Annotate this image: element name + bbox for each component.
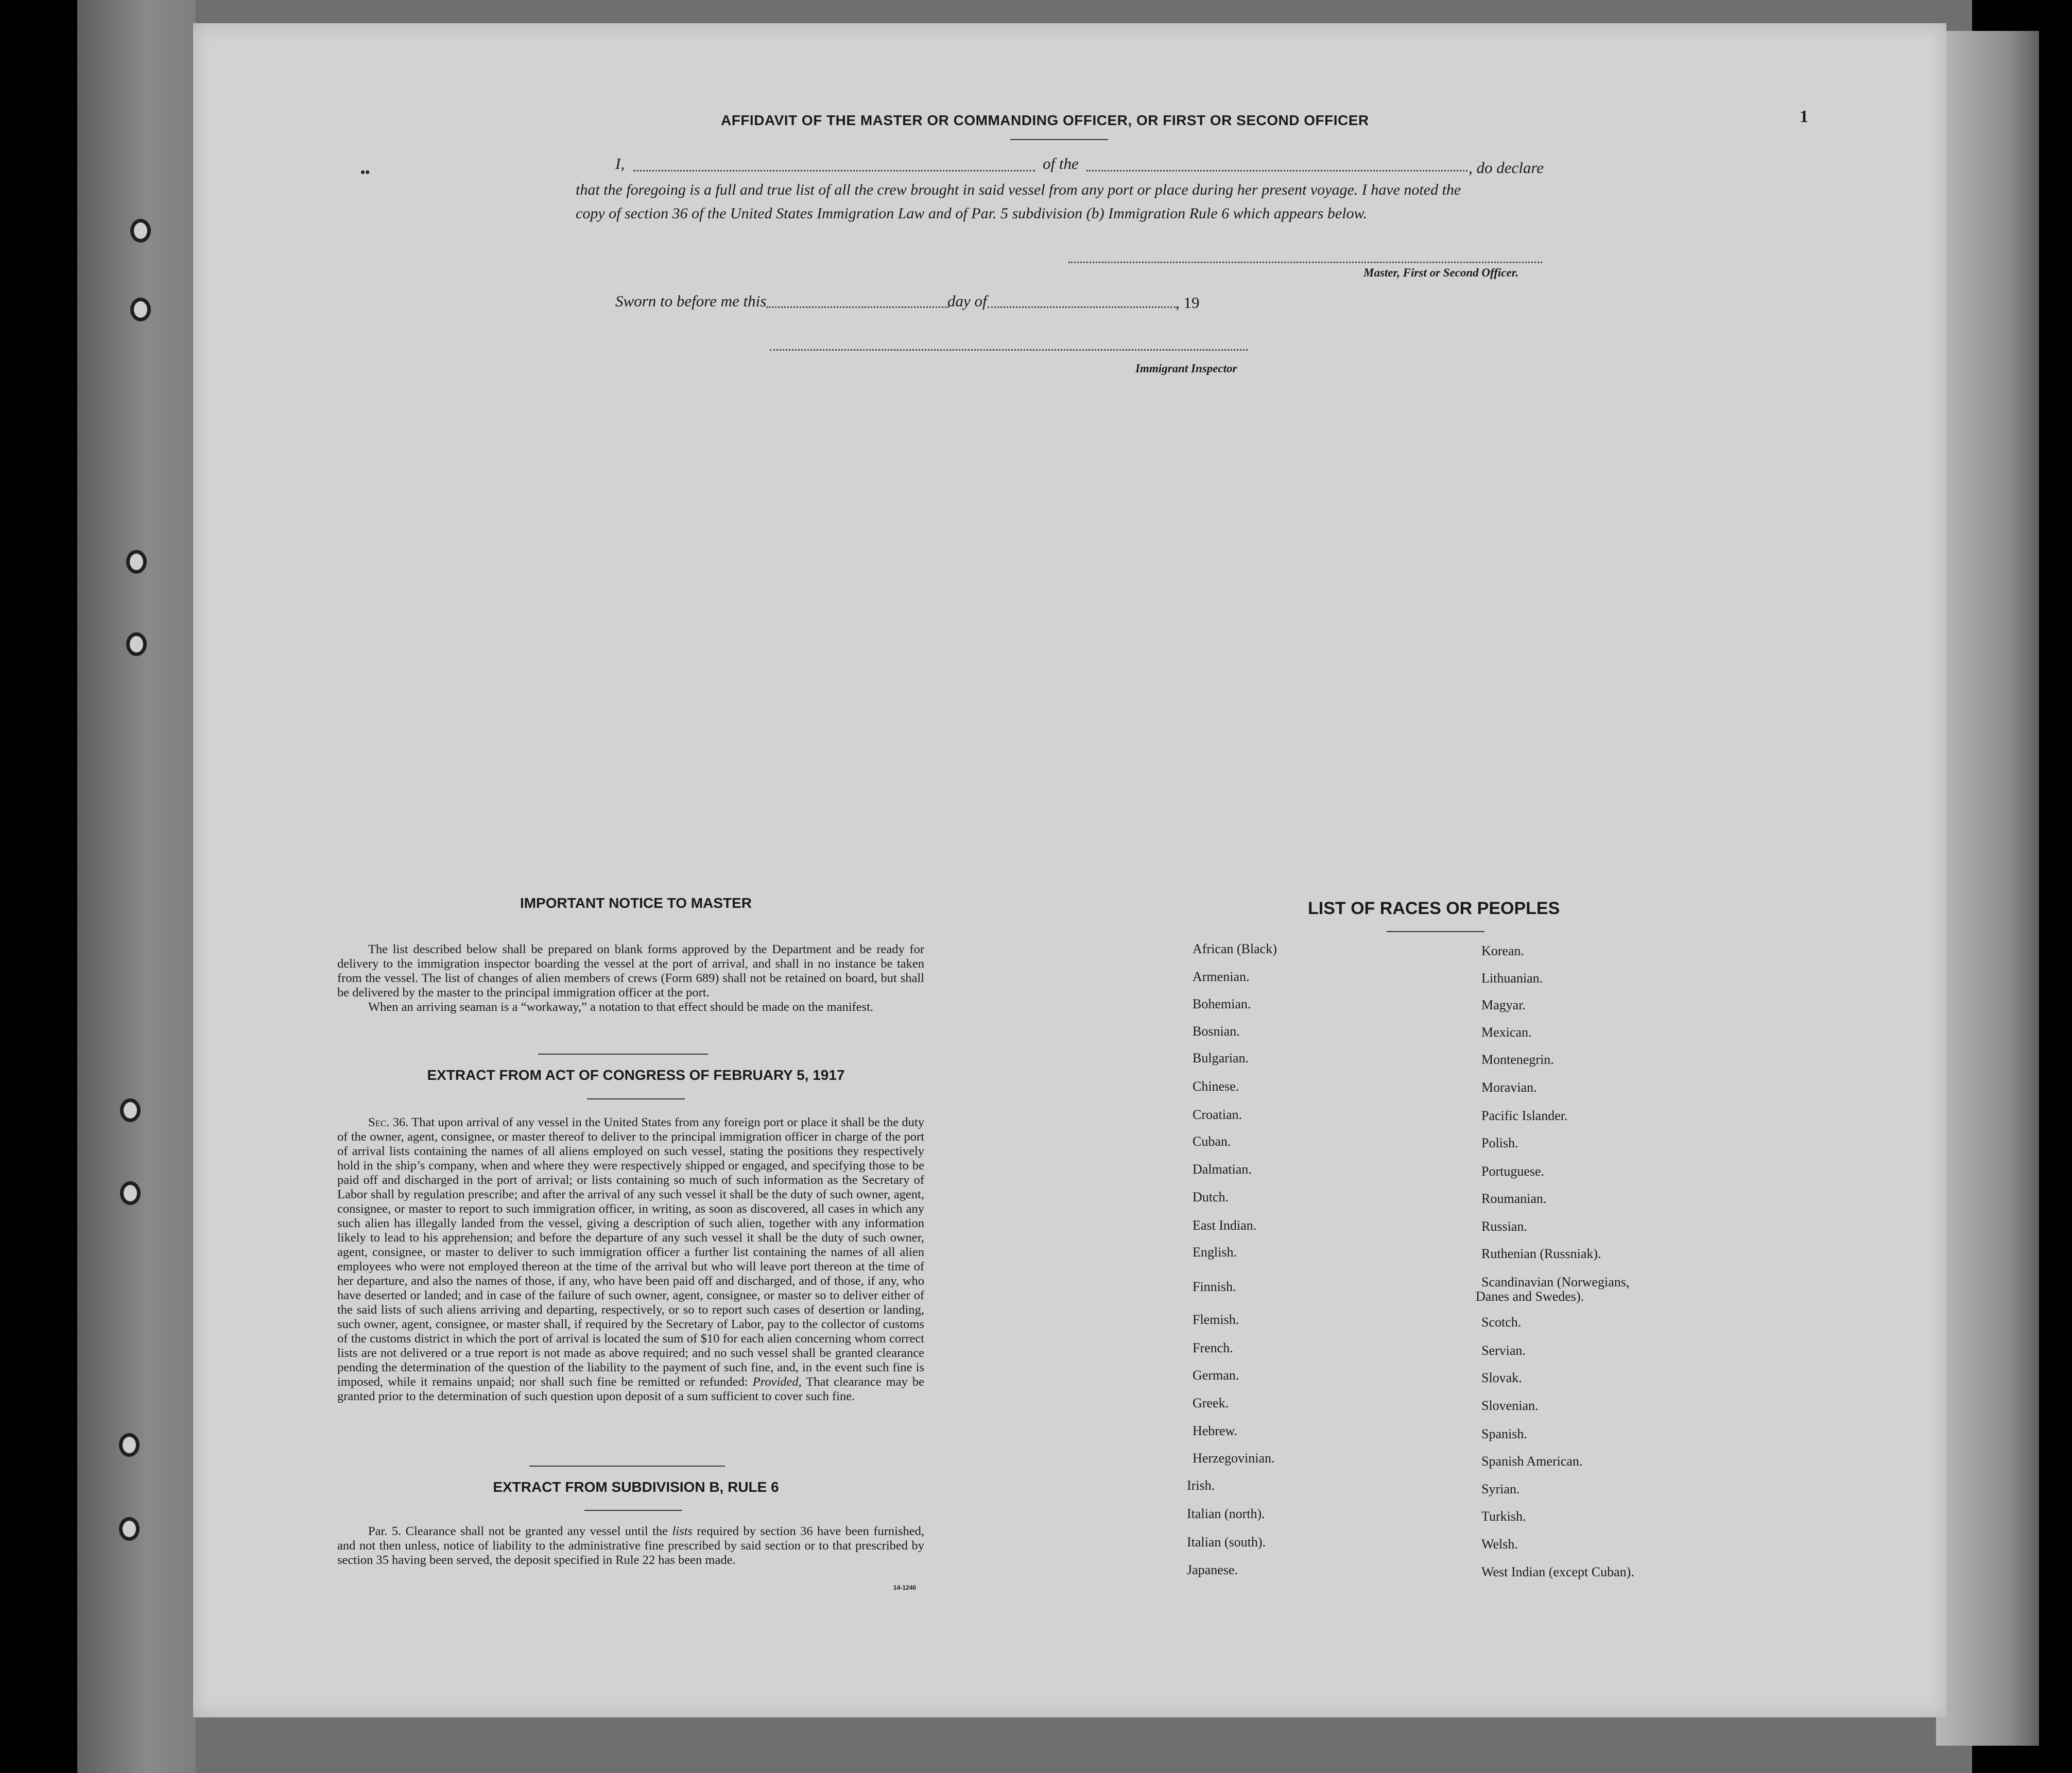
race-item: Turkish.	[1481, 1509, 1526, 1524]
race-item: German.	[1193, 1368, 1239, 1383]
race-item: Bosnian.	[1193, 1024, 1240, 1039]
act-provided: Provided,	[752, 1375, 802, 1389]
race-item: French.	[1193, 1340, 1233, 1355]
affidavit-declare-label: , do declare	[1469, 159, 1544, 177]
race-item: Greek.	[1193, 1396, 1229, 1410]
race-item: Italian (north).	[1187, 1506, 1265, 1521]
affidavit-of-the-label: of the	[1043, 154, 1079, 173]
master-signature-label: Master, First or Second Officer.	[1363, 266, 1519, 279]
race-item: African (Black)	[1193, 941, 1277, 956]
notice-paragraph: The list described below shall be prepared on blank forms approved by the Department and be ready for delivery to the immigration inspector boarding the vessel at the port of arrival, and shall in no instance be taken from the vessel. The list of changes of alien members of crews (Form 689) shall not be retained on board, but shall be delivered by the master to the principal immigration officer at the port.	[337, 942, 924, 1000]
race-item: Korean.	[1481, 943, 1525, 958]
binder-hole-icon	[119, 1433, 140, 1457]
inspector-signature-label: Immigrant Inspector	[1135, 362, 1237, 375]
race-item: Cuban.	[1193, 1134, 1231, 1149]
race-item-continuation: Danes and Swedes).	[1476, 1289, 1584, 1304]
race-item: West Indian (except Cuban).	[1481, 1564, 1634, 1579]
rule6-lists-word: lists	[672, 1524, 693, 1538]
title-rule	[1010, 139, 1108, 140]
form-number: 14-1240	[893, 1584, 917, 1591]
race-item: Mexican.	[1481, 1025, 1532, 1040]
race-item: Slovenian.	[1481, 1398, 1539, 1413]
race-item: Hebrew.	[1193, 1423, 1238, 1438]
master-signature-line	[1068, 262, 1542, 263]
binder-hole-icon	[120, 1181, 141, 1205]
affidavit-line-2: that the foregoing is a full and true list of all the crew brought in said vessel from any port or place during her present voyage. I have noted the	[576, 181, 1461, 198]
race-item: Polish.	[1481, 1135, 1518, 1150]
section-rule	[587, 1098, 685, 1099]
race-item: Ruthenian (Russniak).	[1481, 1246, 1601, 1261]
race-item: Scotch.	[1481, 1315, 1522, 1330]
page-mark: 1	[1800, 107, 1808, 126]
sworn-month-blank-line	[988, 306, 1176, 308]
race-item: Spanish.	[1481, 1426, 1527, 1441]
name-blank-line	[633, 170, 1035, 171]
affidavit-title: AFFIDAVIT OF THE MASTER OR COMMANDING OFFICER, OR FIRST OR SECOND OFFICER	[721, 112, 1369, 128]
race-item: Lithuanian.	[1481, 971, 1543, 986]
rule6-title: EXTRACT FROM SUBDIVISION B, RULE 6	[493, 1479, 779, 1495]
races-title-rule	[1387, 931, 1484, 932]
race-item: Montenegrin.	[1481, 1052, 1554, 1067]
race-item: Portuguese.	[1481, 1164, 1545, 1179]
margin-mark: ••	[360, 165, 370, 180]
race-item: English.	[1193, 1245, 1237, 1260]
race-item: Roumanian.	[1481, 1191, 1547, 1206]
section-rule	[538, 1054, 708, 1055]
race-item: Irish.	[1187, 1478, 1215, 1493]
race-item: Armenian.	[1193, 969, 1250, 984]
affidavit-line-3: copy of section 36 of the United States Immigration Law and of Par. 5 subdivision (b) Immigration Rule 6 which appears below.	[576, 205, 1367, 222]
rule6-body	[337, 1524, 924, 1568]
section-rule	[529, 1466, 725, 1467]
act-title: EXTRACT FROM ACT OF CONGRESS OF FEBRUARY 5, 1917	[427, 1067, 845, 1083]
notice-paragraph: When an arriving seaman is a “workaway,” a notation to that effect should be made on the manifest.	[368, 1000, 874, 1014]
race-item: Servian.	[1481, 1343, 1526, 1358]
race-item: Chinese.	[1193, 1079, 1239, 1094]
race-item: Finnish.	[1193, 1279, 1236, 1294]
race-item: Flemish.	[1193, 1312, 1239, 1327]
race-item: Herzegovinian.	[1193, 1451, 1275, 1466]
act-section-text-end: That clearance may be granted prior to the determination of such question upon deposit of a sum sufficient to cover such fine.	[337, 1375, 924, 1403]
race-item: Bohemian.	[1193, 996, 1251, 1011]
year-label: , 19	[1176, 294, 1200, 312]
race-item: Slovak.	[1481, 1370, 1522, 1385]
binder-left-strip	[77, 0, 196, 1773]
affidavit-i-label: I,	[615, 154, 625, 173]
race-item: Pacific Islander.	[1481, 1108, 1568, 1123]
binder-hole-icon	[120, 1098, 141, 1122]
race-item: Spanish American.	[1481, 1454, 1583, 1469]
race-item: Dutch.	[1193, 1190, 1229, 1204]
race-item: Russian.	[1481, 1219, 1527, 1234]
race-item: Italian (south).	[1187, 1535, 1266, 1550]
race-item: Magyar.	[1481, 997, 1526, 1012]
vessel-blank-line	[1086, 170, 1467, 171]
rule6-text-a: Par. 5. Clearance shall not be granted any vessel until the	[368, 1524, 668, 1538]
act-section-text: That upon arrival of any vessel in the United States from any foreign port or place it shall be the duty of the owner, agent, consignee, or master thereof to deliver to the principal immigration officer in charge of the port of arrival lists containing the names of all aliens employed on such vessel, stating the positions they respectively hold in the ship’s company, when and where they were respectively shipped or engaged, and specifying those to be paid off and discharged in the port of arrival; or lists containing so much of such information as the Secretary of Labor shall by regulation prescribe; and after the arrival of any such vessel it shall be the duty of such owner, agent, consignee, or master to report to such immigration officer, in writing, as soon as discovered, all cases in which any such alien has illegally landed from the vessel, giving a description of such alien, together with any information likely to lead to his apprehension; and before the departure of any such vessel it shall be the duty of such owner, agent, consignee, or master to deliver to such immigration officer a further list containing the names of all alien employees who were not employed thereon at the time of the arrival but who will leave port thereon at the time of her departure, and also the names of those, if any, who have been paid off and discharged, and of those, if any, who have deserted or landed; and in case of the failure of such owner, agent, consignee, or master so to deliver either of the said lists of such aliens arriving and departing, respectively, or so to report such cases of desertion or landing, such owner, agent, consignee, or master shall, if required by the Secretary of Labor, pay to the collector of customs of the customs district in which the port of arrival is located the sum of $10 for each alien concerning whom correct lists are not delivered or a true report is not made as above required; and no such vessel shall be granted clearance pending the determination of the question of the liability to the payment of such fine, and, in the event such fine is imposed, while it remains unpaid; nor shall such fine be remitted or refunded:	[337, 1115, 924, 1389]
race-item: Syrian.	[1481, 1482, 1520, 1496]
binder-hole-icon	[130, 219, 151, 243]
binder-hole-icon	[126, 632, 147, 656]
act-body	[337, 1115, 924, 1404]
race-item: Bulgarian.	[1193, 1051, 1249, 1065]
sworn-day-blank-line	[766, 306, 949, 308]
race-item: Scandinavian (Norwegians,	[1481, 1275, 1630, 1289]
binder-hole-icon	[126, 550, 147, 574]
inspector-signature-line	[770, 349, 1248, 351]
race-item: Japanese.	[1187, 1562, 1238, 1577]
notice-body	[337, 942, 924, 1014]
binder-hole-icon	[119, 1517, 140, 1541]
race-item: Croatian.	[1193, 1107, 1242, 1122]
day-of-label: day of	[947, 292, 987, 310]
races-title: LIST OF RACES OR PEOPLES	[1308, 899, 1560, 918]
race-item: East Indian.	[1193, 1218, 1257, 1233]
race-item: Welsh.	[1481, 1537, 1518, 1552]
sworn-label: Sworn to before me this	[615, 292, 767, 310]
notice-title: IMPORTANT NOTICE TO MASTER	[520, 895, 752, 911]
race-item: Moravian.	[1481, 1080, 1537, 1095]
document-page	[193, 23, 1946, 1717]
binder-hole-icon	[130, 298, 151, 321]
binder-right-strip	[1936, 31, 2039, 1746]
rule6-text-b: required by section 36 have been furnished, and not then unless, notice of liability to the administrative fine prescribed by said section or to that prescribed by section 35 having been served, the deposit specified in Rule 22 has been made.	[337, 1524, 924, 1567]
section-rule	[584, 1510, 682, 1511]
act-section-label: Sec. 36.	[368, 1115, 409, 1129]
race-item: Dalmatian.	[1193, 1162, 1252, 1177]
